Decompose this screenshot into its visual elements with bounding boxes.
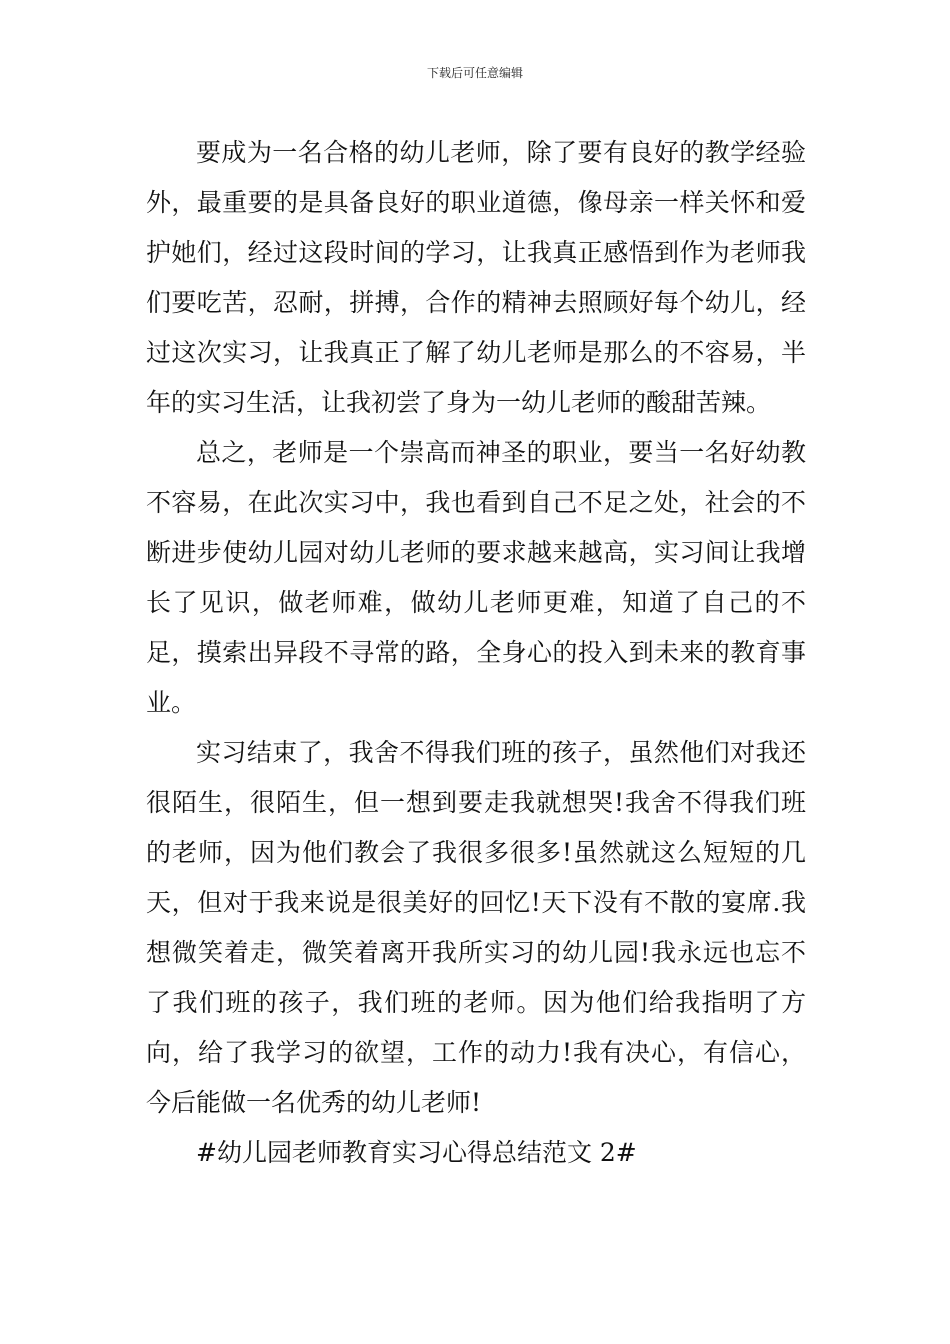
paragraph-3: 实习结束了，我舍不得我们班的孩子，虽然他们对我还很陌生，很陌生，但一想到要走我就想哭!我舍不得我们班的老师，因为他们教会了我很多很多!虽然就这么短短的几天，但对于我来说是很美好的回忆!天下没有不散的宴席.我想微笑着走，微笑着离开我所实习的幼儿园!我永远也忘不了我们班的孩子，我们班的老师。因为他们给我指明了方向，给了我学习的欲望，工作的动力!我有决心，有信心，今后能做一名优秀的幼儿老师! (146, 738, 806, 1117)
paragraph-2: 总之，老师是一个崇高而神圣的职业，要当一名好幼教不容易，在此次实习中，我也看到自己不足之处，社会的不断进步使幼儿园对幼儿老师的要求越来越高，实习间让我增长了见识，做老师难，做幼儿老师更难，知道了自己的不足，摸索出异段不寻常的路，全身心的投入到未来的教育事业。 (146, 438, 806, 717)
document-body (146, 128, 806, 1178)
section-heading: #幼儿园老师教育实习心得总结范文 2# (196, 1138, 637, 1167)
paragraph-1: 要成为一名合格的幼儿老师，除了要有良好的教学经验外，最重要的是具备良好的职业道德，像母亲一样关怀和爱护她们，经过这段时间的学习，让我真正感悟到作为老师我们要吃苦，忍耐，拼搏，合作的精神去照顾好每个幼儿，经过这次实习，让我真正了解了幼儿老师是那么的不容易，半年的实习生活，让我初尝了身为一幼儿老师的酸甜苦辣。 (146, 138, 806, 417)
page-header-note: 下载后可任意编辑 (426, 66, 523, 80)
